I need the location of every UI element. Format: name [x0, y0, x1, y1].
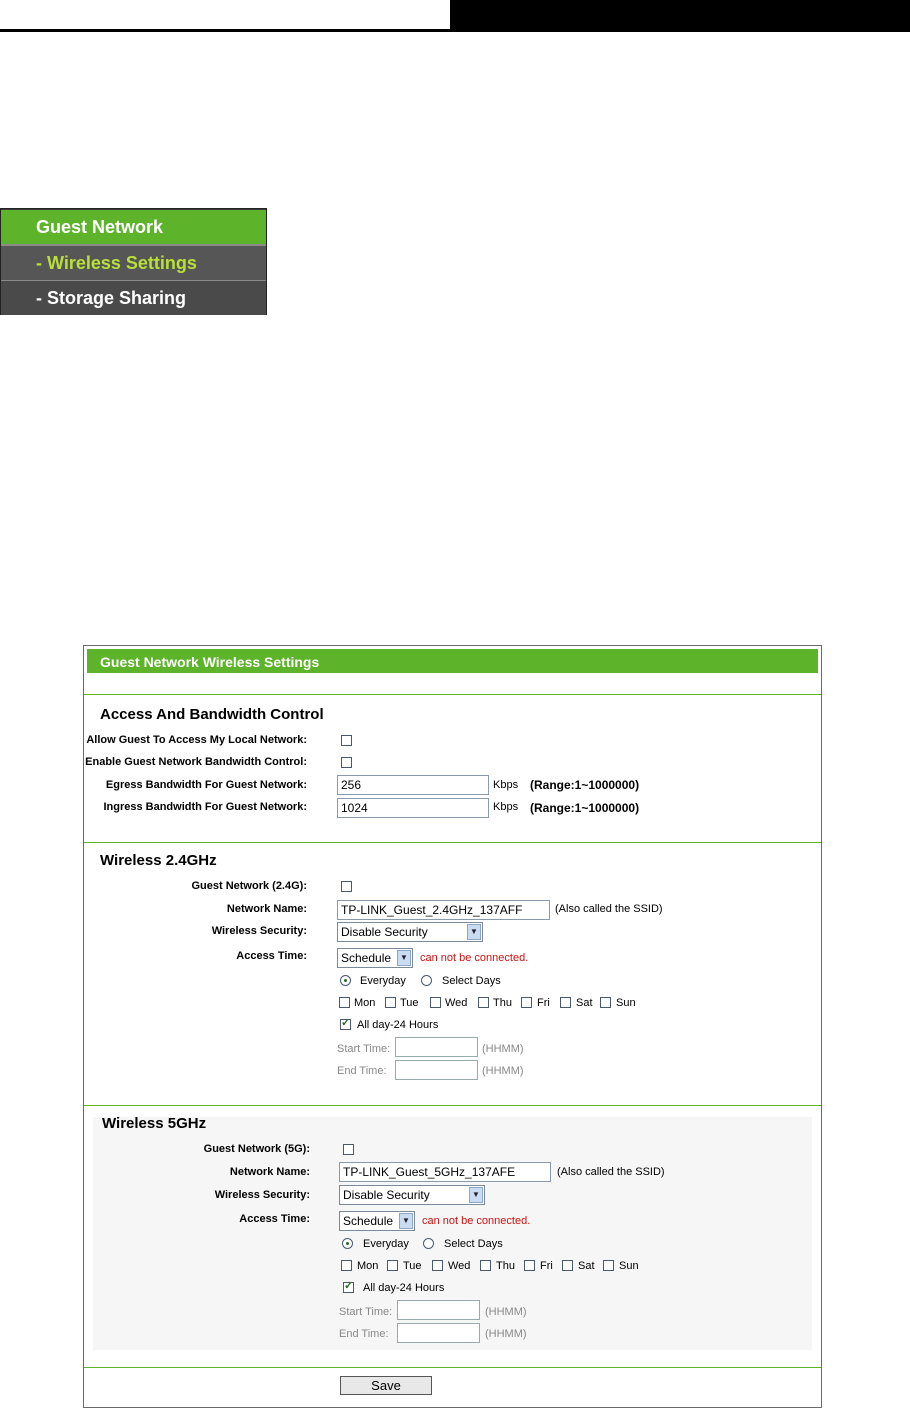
day-24-fri-checkbox[interactable] [521, 997, 532, 1008]
guest-24-label: Guest Network (2.4G): [191, 880, 307, 892]
start-5-hint: (HHMM) [485, 1306, 527, 1318]
everyday-24-radio[interactable] [340, 975, 351, 986]
security-5-value: Disable Security [343, 1188, 430, 1202]
day-5-thu-checkbox[interactable] [480, 1260, 491, 1271]
access-5-value: Schedule [343, 1214, 394, 1228]
day-24-wed-label: Wed [445, 997, 468, 1009]
day-5-fri-label: Fri [540, 1260, 553, 1272]
allow-local-label: Allow Guest To Access My Local Network: [86, 734, 307, 746]
everyday-5-label: Everyday [363, 1238, 409, 1250]
access-5-warning: can not be connected. [422, 1215, 531, 1227]
day-5-sun-checkbox[interactable] [603, 1260, 614, 1271]
day-5-sat-label: Sat [578, 1260, 595, 1272]
everyday-5-radio[interactable] [342, 1238, 353, 1249]
everyday-24-label: Everyday [360, 975, 406, 987]
allow-local-checkbox[interactable] [341, 735, 352, 746]
start-5-input[interactable] [397, 1300, 480, 1320]
end-5-label: End Time: [339, 1328, 389, 1340]
day-24-mon-checkbox[interactable] [339, 997, 350, 1008]
ssid-24-note: (Also called the SSID) [555, 903, 663, 915]
chevron-down-icon: ▼ [399, 1213, 413, 1229]
chevron-down-icon: ▼ [397, 950, 411, 966]
bw-control-checkbox[interactable] [341, 757, 352, 768]
day-24-sun-label: Sun [616, 997, 636, 1009]
start-5-label: Start Time: [339, 1306, 393, 1318]
end-24-input[interactable] [395, 1060, 478, 1080]
ingress-unit: Kbps [493, 801, 519, 813]
section-divider [84, 1105, 821, 1106]
select-days-5-radio[interactable] [423, 1238, 434, 1249]
chevron-down-icon: ▼ [469, 1187, 483, 1203]
egress-unit: Kbps [493, 779, 519, 791]
day-24-thu-label: Thu [493, 997, 512, 1009]
doc-header-bar [450, 0, 910, 32]
access-24-label: Access Time: [236, 950, 307, 962]
day-5-mon-checkbox[interactable] [341, 1260, 352, 1271]
security-5-select[interactable] [339, 1185, 485, 1205]
end-24-label: End Time: [337, 1065, 387, 1077]
select-days-24-radio[interactable] [421, 975, 432, 986]
bw-control-label: Enable Guest Network Bandwidth Control: [85, 756, 307, 768]
guest-wireless-settings-panel [83, 645, 822, 1408]
day-24-sun-checkbox[interactable] [600, 997, 611, 1008]
day-24-tue-checkbox[interactable] [385, 997, 396, 1008]
section-title-5ghz: Wireless 5GHz [102, 1115, 207, 1132]
day-24-tue-label: Tue [400, 997, 419, 1009]
name-24-label: Network Name: [226, 903, 307, 915]
menu-guest-network[interactable]: Guest Network [1, 210, 266, 244]
day-5-thu-label: Thu [496, 1260, 515, 1272]
allday-5-checkbox[interactable] [343, 1282, 354, 1293]
guest-5-label: Guest Network (5G): [203, 1143, 310, 1155]
chevron-down-icon: ▼ [467, 924, 481, 940]
access-24-select[interactable] [337, 948, 413, 968]
egress-label: Egress Bandwidth For Guest Network: [105, 779, 307, 791]
egress-range: (Range:1~1000000) [530, 778, 640, 792]
day-5-mon-label: Mon [357, 1260, 379, 1272]
ingress-input[interactable]: 1024 [337, 798, 489, 818]
guest-network-menu [0, 208, 267, 315]
allday-24-checkbox[interactable] [340, 1019, 351, 1030]
allday-24-label: All day-24 Hours [357, 1019, 439, 1031]
menu-wireless-settings[interactable]: - Wireless Settings [1, 246, 266, 280]
start-24-hint: (HHMM) [482, 1043, 524, 1055]
start-24-label: Start Time: [337, 1043, 391, 1055]
save-button[interactable]: Save [340, 1376, 432, 1395]
ssid-5-note: (Also called the SSID) [557, 1166, 665, 1178]
ingress-range: (Range:1~1000000) [530, 801, 640, 815]
day-5-wed-label: Wed [448, 1260, 471, 1272]
access-24-value: Schedule [341, 951, 392, 965]
end-5-input[interactable] [397, 1323, 480, 1343]
allday-5-label: All day-24 Hours [363, 1282, 445, 1294]
ssid-24-input[interactable]: TP-LINK_Guest_2.4GHz_137AFF [337, 900, 550, 920]
section-title-access: Access And Bandwidth Control [100, 706, 324, 723]
day-24-mon-label: Mon [354, 997, 376, 1009]
section-divider [84, 1367, 821, 1368]
day-5-sun-label: Sun [619, 1260, 639, 1272]
day-5-tue-checkbox[interactable] [387, 1260, 398, 1271]
select-days-24-label: Select Days [442, 975, 501, 987]
security-24-select[interactable] [337, 922, 483, 942]
panel-title: Guest Network Wireless Settings [87, 649, 818, 673]
day-5-sat-checkbox[interactable] [562, 1260, 573, 1271]
day-24-fri-label: Fri [537, 997, 550, 1009]
day-5-wed-checkbox[interactable] [432, 1260, 443, 1271]
security-24-label: Wireless Security: [211, 925, 307, 937]
menu-storage-sharing[interactable]: - Storage Sharing [1, 281, 266, 315]
day-5-tue-label: Tue [403, 1260, 422, 1272]
end-5-hint: (HHMM) [485, 1328, 527, 1340]
guest-5-checkbox[interactable] [343, 1144, 354, 1155]
guest-24-checkbox[interactable] [341, 881, 352, 892]
egress-input[interactable]: 256 [337, 775, 489, 795]
end-24-hint: (HHMM) [482, 1065, 524, 1077]
ssid-5-input[interactable]: TP-LINK_Guest_5GHz_137AFE [339, 1162, 551, 1182]
security-24-value: Disable Security [341, 925, 428, 939]
section-divider [84, 842, 821, 843]
day-24-wed-checkbox[interactable] [430, 997, 441, 1008]
day-24-sat-checkbox[interactable] [560, 997, 571, 1008]
access-5-label: Access Time: [239, 1213, 310, 1225]
select-days-5-label: Select Days [444, 1238, 503, 1250]
name-5-label: Network Name: [229, 1166, 310, 1178]
day-24-sat-label: Sat [576, 997, 593, 1009]
section-title-24ghz: Wireless 2.4GHz [100, 852, 217, 869]
day-5-fri-checkbox[interactable] [524, 1260, 535, 1271]
access-5-select[interactable] [339, 1211, 415, 1231]
access-24-warning: can not be connected. [420, 952, 529, 964]
security-5-label: Wireless Security: [214, 1189, 310, 1201]
start-24-input[interactable] [395, 1037, 478, 1057]
ingress-label: Ingress Bandwidth For Guest Network: [103, 801, 307, 813]
day-24-thu-checkbox[interactable] [478, 997, 489, 1008]
section-divider [84, 694, 821, 695]
